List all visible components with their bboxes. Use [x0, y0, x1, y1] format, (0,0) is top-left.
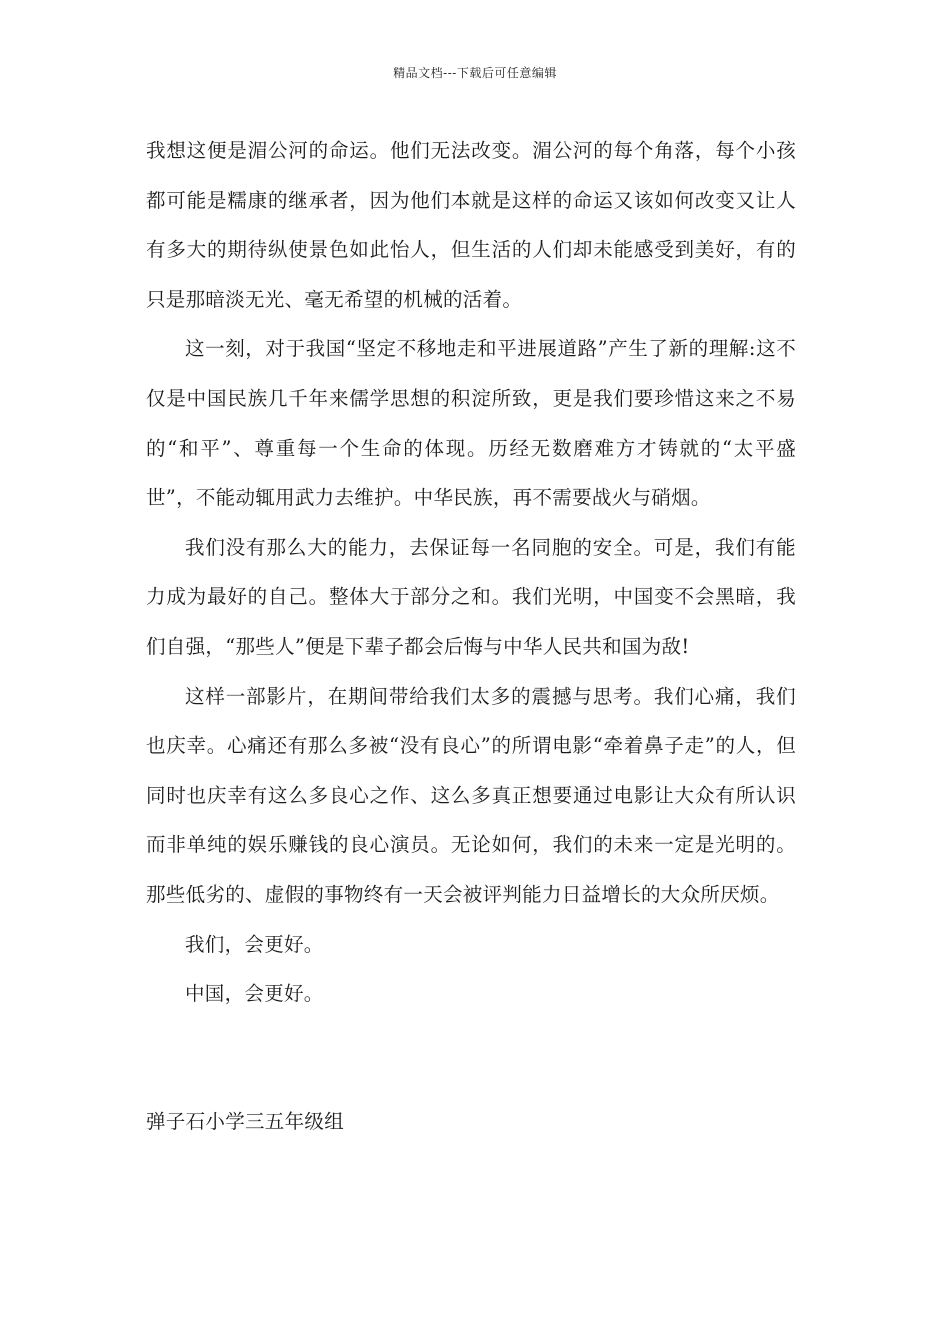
- paragraph-6: 中国，会更好。: [185, 982, 324, 1006]
- paragraph-3: 我们没有那么大的能力，去保证每一名同胞的安全。可是，我们有能力成为最好的自己。整体大于部分之和。我们光明，中国变不会黑暗，我们自强，“那些人”便是下辈子都会后悔与中华人民共和国为敌!: [146, 535, 796, 658]
- paragraph-1: 我想这便是湄公河的命运。他们无法改变。湄公河的每个角落，每个小孩都可能是糯康的继承者，因为他们本就是这样的命运又该如何改变又让人有多大的期待纵使景色如此怡人，但生活的人们却未能感受到美好，有的只是那暗淡无光、毫无希望的机械的活着。: [146, 139, 796, 311]
- document-body: [146, 126, 796, 1019]
- page-header: 精品文档---下载后可任意编辑: [393, 66, 557, 80]
- paragraph-5: 我们，会更好。: [185, 932, 324, 956]
- signature: 弹子石小学三五年级组: [146, 1110, 345, 1133]
- paragraph-4: 这样一部影片，在期间带给我们太多的震撼与思考。我们心痛，我们也庆幸。心痛还有那么多被“没有良心”的所谓电影“牵着鼻子走”的人，但同时也庆幸有这么多良心之作、这么多真正想要通过电影让大众有所认识而非单纯的娱乐赚钱的良心演员。无论如何，我们的未来一定是光明的。那些低劣的、虚假的事物终有一天会被评判能力日益增长的大众所厌烦。: [146, 684, 796, 906]
- paragraph-2: 这一刻，对于我国“坚定不移地走和平进展道路”产生了新的理解:这不仅是中国民族几千年来儒学思想的积淀所致，更是我们要珍惜这来之不易的“和平”、尊重每一个生命的体现。历经无数磨难方才铸就的“太平盛世”，不能动辄用武力去维护。中华民族，再不需要战火与硝烟。: [146, 337, 796, 510]
